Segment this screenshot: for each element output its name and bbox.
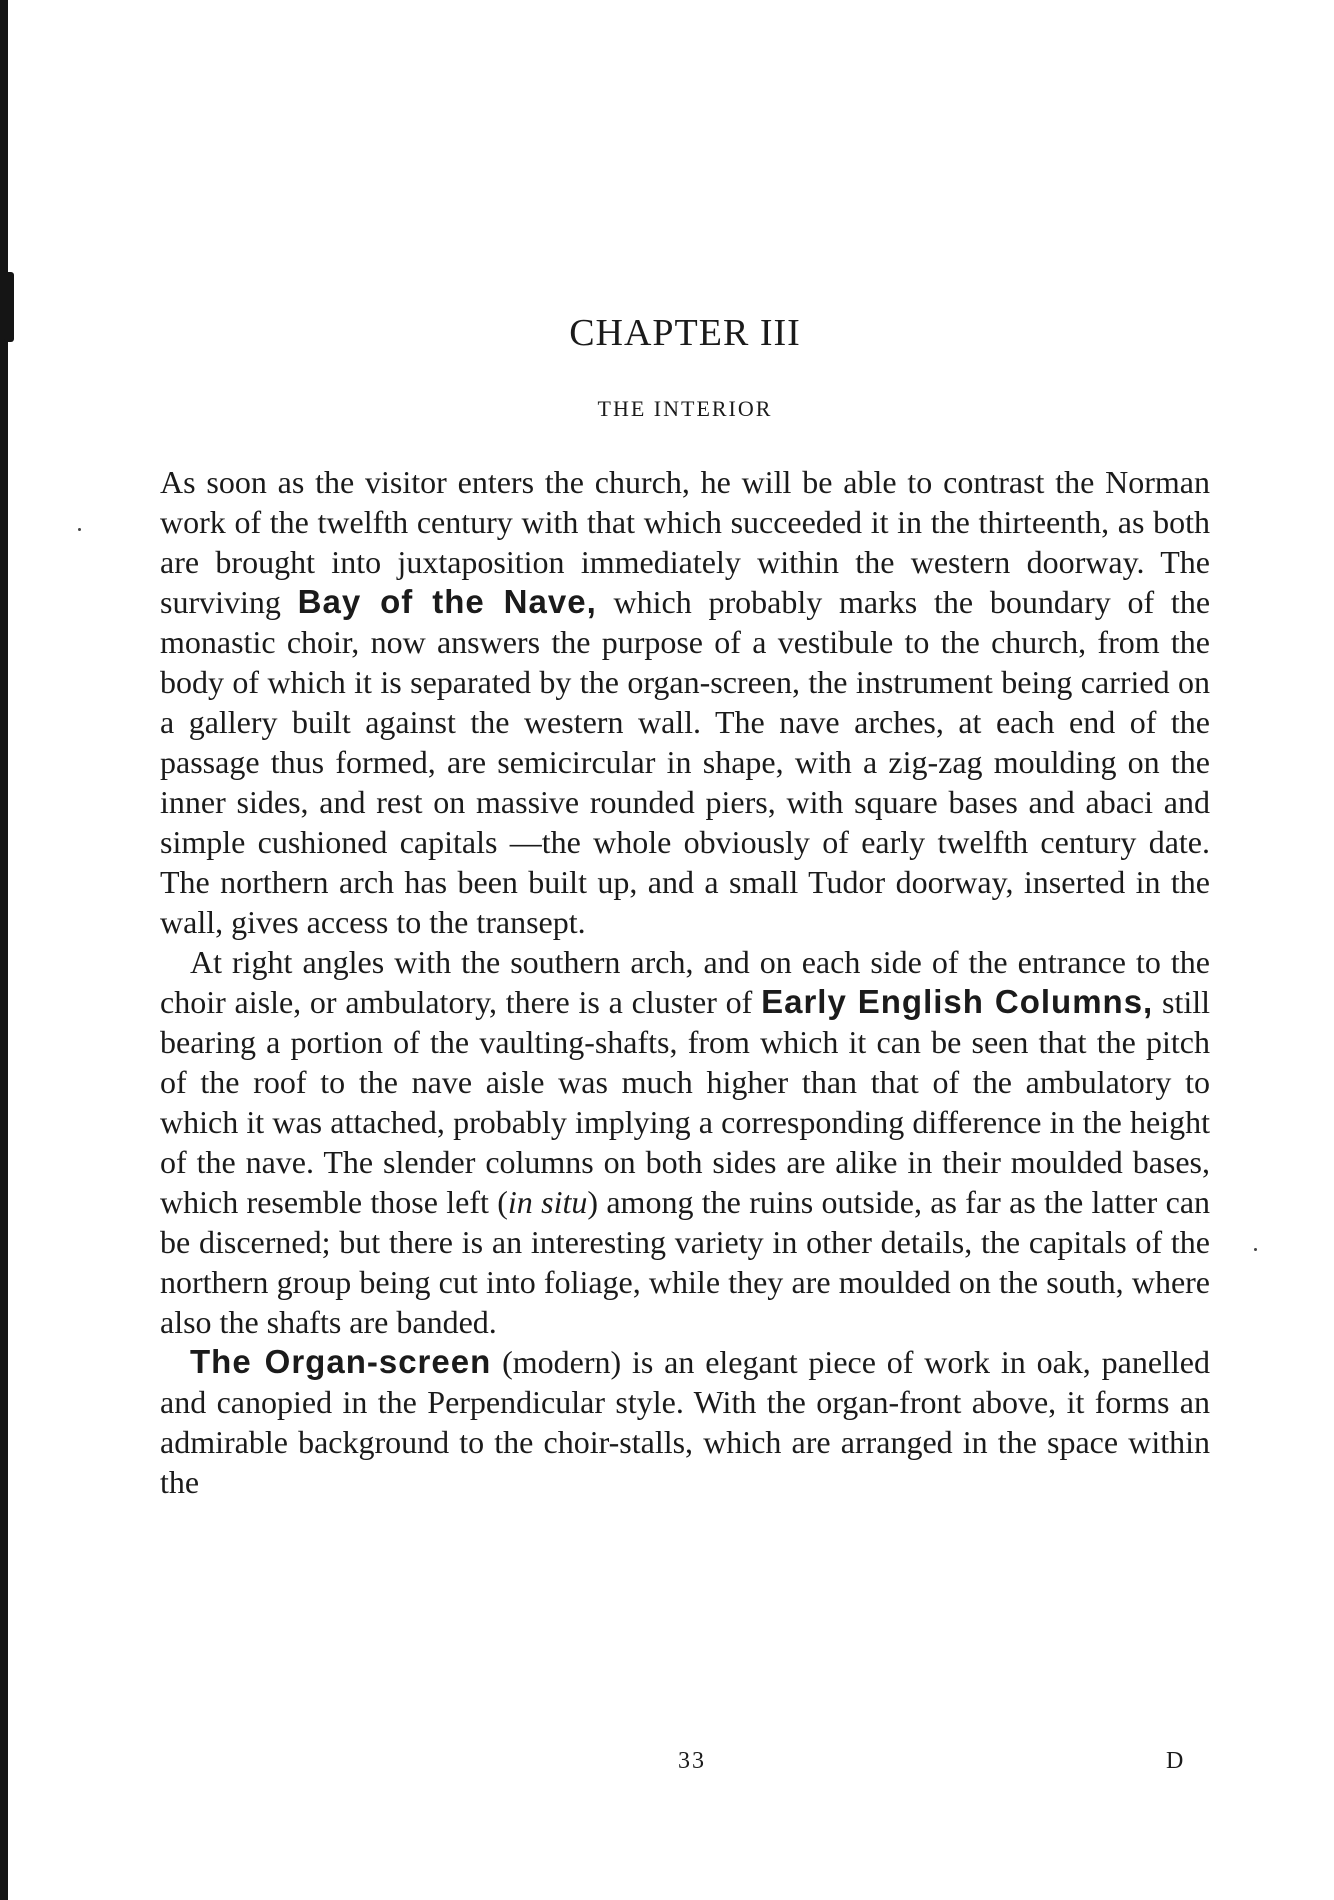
text-run: ) among the ruins outside, as far as the latter can be discerned; but there is an interesting variety in other details, the capitals of the northern group being cut into foliage, while they are moulded on the south, where also the shafts are banded. [160,1184,1211,1340]
paragraph-2 [160,942,1210,1342]
chapter-subtitle: THE INTERIOR [597,396,773,421]
inline-heading-early-english-columns: Early English Columns, [761,983,1154,1020]
italic-phrase: in situ [507,1184,588,1220]
paragraph-3 [160,1342,1210,1502]
inline-heading-bay-of-the-nave: Bay of the Nave, [297,583,597,620]
text-run: As soon as the visitor enters the church, he will be able to contrast the Norman work of the twelfth century with that which succeeded it in the thirteenth, as both are brought into juxtaposition immediately within the western doorway. The surviving [160,464,1210,620]
signature-mark: D [1166,1748,1184,1774]
text-run: At right angles with the southern arch, and on each side of the entrance to the choir aisle, or ambulatory, there is a cluster of [160,944,1210,1020]
book-page [160,310,1210,1502]
scan-speck [78,528,81,531]
inline-heading-organ-screen: The Organ-screen [190,1343,492,1380]
scan-binding-mark [4,272,14,342]
paragraph-1 [160,462,1210,942]
scan-speck [1254,1248,1257,1251]
text-run: (modern) is an elegant piece of work in oak, panelled and canopied in the Perpendicular style. With the organ-front above, it forms an admirable background to the choir-stalls, which are arranged in the space within the [160,1344,1211,1500]
text-run: still bearing a portion of the vaulting-shafts, from which it can be seen that the pitch of the roof to the nave aisle was much higher than that of the ambulatory to which it was attached, probably implying a corresponding difference in the height of the nave. The slender columns on both sides are alike in their moulded bases, which resemble those left ( [160,984,1211,1220]
text-run: which probably marks the boundary of the monastic choir, now answers the purpose of a vestibule to the church, from the body of which it is separated by the organ-screen, the instrument being carried on a gallery built against the western wall. The nave arches, at each end of the passage thus formed, are semicircular in shape, with a zig-zag moulding on the inner sides, and rest on massive rounded piers, with square bases and abaci and simple cushioned capitals —the whole obviously of early twelfth century date. The northern arch has been built up, and a small Tudor doorway, inserted in the wall, gives access to the transept. [160,584,1211,940]
page-number: 33 [678,1748,706,1774]
body-text [160,462,1210,1502]
chapter-title: CHAPTER III [569,312,801,354]
